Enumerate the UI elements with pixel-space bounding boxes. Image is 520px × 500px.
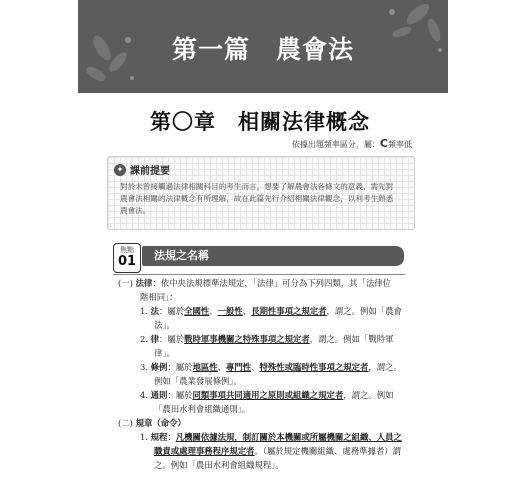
item-charter-cont2: 之。例如「農田水利會組織規程」。: [154, 460, 284, 470]
key-phrase: 特殊性或臨時性事項之規定者: [259, 362, 369, 372]
item-text: ：屬於: [159, 306, 185, 316]
item-charter-cont: [118, 444, 410, 458]
item-lu: [118, 332, 410, 346]
item-text: 。（屬於規定機關組織、處務準據者）謂: [254, 446, 402, 456]
item-text: ，謂之。: [368, 362, 402, 372]
item-law: [118, 304, 410, 318]
key-phrase: 職責或處理事務程序規定者: [154, 446, 255, 456]
item-regulation: [118, 360, 410, 374]
section-law-cont: 階相同」：: [140, 292, 178, 302]
frequency-note: [292, 137, 412, 150]
key-phrase: 長期性事項之規定者: [251, 306, 327, 316]
item-text: ：: [167, 432, 176, 442]
key-phrase: 專門性: [226, 362, 252, 372]
item-text: ：屬於: [167, 362, 193, 372]
preface-heading: 課前提要: [130, 166, 170, 177]
section-law: [118, 276, 410, 290]
section-number: (一): [118, 278, 136, 288]
preface-text: [120, 181, 406, 217]
focus-divider: [113, 274, 405, 275]
preface-header: [114, 162, 170, 177]
item-number: 2.: [140, 334, 151, 344]
frequency-prefix: 依據出題頻率區分，屬：: [291, 140, 380, 149]
frequency-suffix: 頻率低: [388, 140, 412, 149]
item-text: 、: [251, 362, 260, 372]
item-text: ，謂之。例如「農會: [326, 306, 402, 316]
term-label: 規程: [150, 432, 168, 442]
term-label: 法: [150, 306, 160, 316]
focus-badge: [113, 243, 141, 273]
frequency-grade: C: [379, 137, 388, 150]
item-number: 4.: [140, 390, 151, 400]
item-text: ，謂之。例如: [343, 390, 394, 400]
chapter-title: 第〇章 相關法律概念: [150, 110, 370, 134]
term-label: 通則: [150, 390, 168, 400]
part-title: 第一篇 農會法: [171, 35, 354, 64]
focus-title: 法規之名稱: [142, 246, 404, 266]
section-number: (二): [118, 418, 136, 428]
section-text: ：依中央法規標準法規定，「法律」可分為下列四類，其「法律位: [152, 278, 392, 288]
key-phrase: 同類事項共同適用之原則或組織之規定者: [192, 390, 344, 400]
term-label: 法律: [135, 278, 153, 288]
item-number: 3.: [140, 362, 151, 372]
key-phrase: 地區性: [192, 362, 218, 372]
section-rules: [118, 416, 410, 430]
item-text: ，謂之。例如「戰時軍: [309, 334, 394, 344]
section-body: [118, 276, 410, 472]
focus-label: 焦點: [120, 246, 134, 254]
bulb-icon: ✦: [114, 164, 126, 176]
item-law-cont: 法」。: [154, 320, 175, 330]
term-label: 條例: [150, 362, 168, 372]
item-regulation-cont: 例如「農業發展條例」。: [154, 376, 242, 386]
item-text: ：屬於: [167, 390, 193, 400]
item-text: 、: [242, 306, 252, 316]
item-lu-cont: 律」。: [154, 348, 175, 358]
item-text: ：屬於: [159, 334, 185, 344]
item-general-rule-cont: 「農田水利會組織通則」。: [154, 404, 251, 414]
key-phrase: 戰時軍事機關之特殊事項之規定者: [184, 334, 310, 344]
part-banner: [78, 0, 448, 93]
key-phrase: 一般性: [217, 306, 243, 316]
term-label: 規章（命令）: [135, 418, 186, 428]
item-text: 、: [217, 362, 227, 372]
preface-line: 農會法。: [120, 206, 151, 215]
term-label: 律: [150, 334, 160, 344]
item-number: 1.: [140, 432, 151, 442]
key-phrase: 凡機關依據法規，制訂關於本機關或所屬機關之組織、人員之: [175, 432, 402, 442]
preface-box: [107, 156, 415, 230]
key-phrase: 全國性: [184, 306, 210, 316]
item-charter: [118, 430, 410, 444]
item-number: 1.: [140, 306, 151, 316]
focus-number: 01: [117, 254, 137, 269]
preface-line: 農會法相關的法律概念有所理解，故在此篇先行介紹相關法律觀念，以利考生熟悉: [120, 194, 394, 203]
item-text: 、: [209, 306, 218, 316]
preface-line: 對於未曾接觸過法律相關科目的考生而言，想要了解農會法各條文的意義，需先對: [120, 182, 394, 191]
item-general-rule: [118, 388, 410, 402]
